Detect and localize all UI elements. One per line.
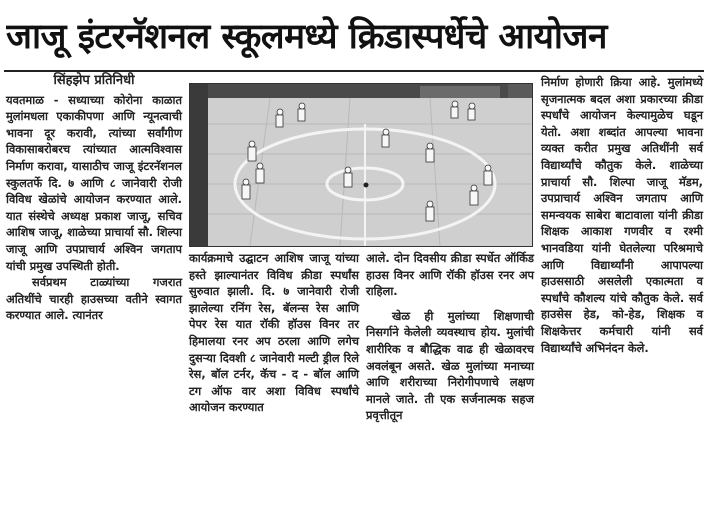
schoolyard-image — [190, 84, 532, 246]
column-3-paragraph-2: खेळ ही मुलांच्या शिक्षणाची निसर्गाने केलेली व्यवस्थाच होय. मुलांची शारीरिक व बौद्धिक वाढ ही खेळावरच अवलंबून असते. खेळ मुलांच्या मनाच्या आणि शरीराच्या निरोगीपणाचे लक्षण मानले जाते. ती एक सर्जनात्मक सहज प्रवृत्तीतून — [366, 308, 534, 423]
headline-rule — [4, 70, 704, 72]
headline: जाजू इंटरनॅशनल स्कूलमध्ये क्रिडास्पर्धेचे आयोजन — [6, 17, 607, 57]
column-4-text: निर्माण होणारी क्रिया आहे. मुलांमध्ये सृजनात्मक बदल अशा प्रकारच्या क्रीडा स्पर्धांचे आयोजन केल्यामुळेच घडून येतो. अशा शब्दांत आपल्या भावना व्यक्त करीत प्रमुख अतिथींनी सर्व विद्यार्थ्यांचे कौतुक केले. शाळेच्या प्राचार्या सौ. शिल्पा जाजू मॅडम, उपप्राचार्य अश्विन जगताप आणि समन्वयक साबेरा बाटावाला यांनी क्रीडा शिक्षक आकाश गणवीर व रश्मी भानवडिया यांनी घेतलेल्या परिश्रमाचे आणि विद्यार्थ्यांनी आपापल्या हाउससाठी असलेली एकात्मता व स्पर्धांचे कौशल्य यांचे कौतुक केले. सर्व हाउसेस हेड, को-हेड, शिक्षक व शिक्षकेत्तर कर्मचारी यांनी सर्व विद्यार्थ्यांचे अभिनंदन केले. — [541, 75, 703, 355]
column-1-paragraph-1: यवतमाळ - सध्याच्या कोरोना काळात मुलांमधला एकाकीपणा आणि न्यूनत्वाची भावना दूर करावी, त्यांच्या सर्वांगीण विकासाबरोबरच त्यांच्यात आत्मविश्वास निर्माण करावा, यासाठीच जाजू इंटरनॅशनल स्कुलतर्फे दि. ७ आणि ८ जानेवारी रोजी विविध खेळांचे आयोजन करण्यात आले. यात संस्थेचे अध्यक्ष प्रकाश जाजू, सचिव आशिष जाजू, शाळेच्या प्राचार्या सौ. शिल्पा जाजू आणि उपप्राचार्य अश्विन जगताप यांची प्रमुख उपस्थिती होती. — [6, 92, 182, 273]
column-3-paragraph-1: आले. दोन दिवसीय क्रीडा स्पर्धेत ऑर्किड हाउस विनर आणि रॉकी हॉउस रनर अप राहिला. — [366, 251, 534, 299]
column-1 — [6, 73, 182, 324]
byline: सिंहझेप प्रतिनिधी — [53, 73, 135, 88]
column-1-paragraph-2: सर्वप्रथम टाळ्यांच्या गजरात अतिथींचे चारही हाउसच्या वतीने स्वागत करण्यात आले. त्यानंतर — [6, 275, 182, 323]
column-2-text: कार्यक्रमाचे उद्घाटन आशिष जाजू यांच्या हस्ते झाल्यानंतर विविध क्रीडा स्पर्धांस सुरुवात झाली. दि. ७ जानेवारी रोजी झालेल्या रनिंग रेस, बॅलन्स रेस आणि पेपर रेस यात रॉकी हॉउस विनर तर हिमालया रनर अप ठरला आणि लगेच दुसऱ्या दिवशी ८ जानेवारी मल्टी ड्रील रिले रेस, बॉल टर्नर, कॅच - द - बॉल आणि टग ऑफ वार अशा विविध स्पर्धांचे आयोजन करण्यात — [189, 251, 359, 415]
column-3 — [366, 250, 534, 424]
column-2 — [189, 250, 359, 416]
sports-event-photo — [189, 83, 533, 247]
column-4 — [541, 74, 703, 356]
